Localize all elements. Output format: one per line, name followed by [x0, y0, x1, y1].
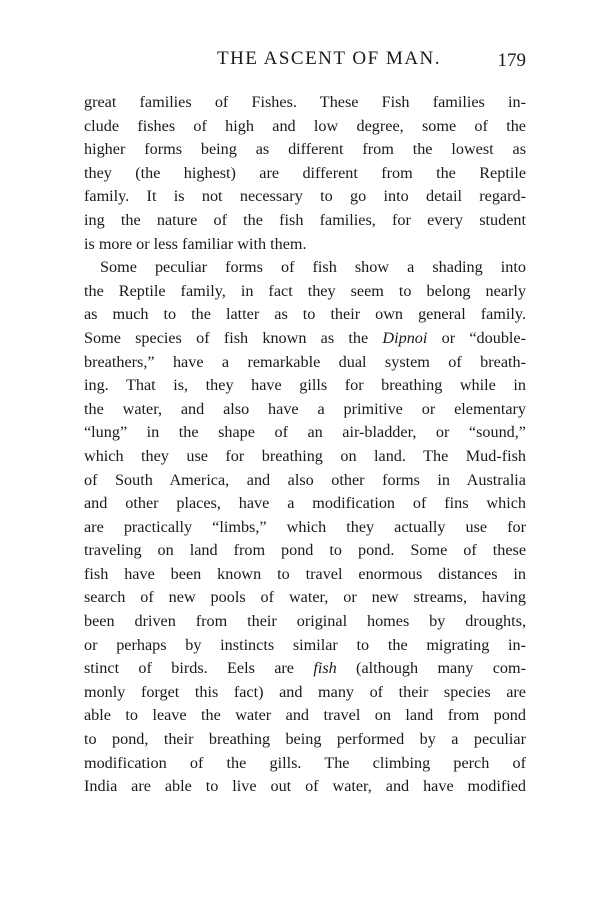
- text-segment: Some species of fish known as the: [84, 328, 383, 347]
- text-line: the water, and also have a primitive or elementary: [84, 399, 526, 418]
- text-line: able to leave the water and travel on land from pond: [84, 706, 526, 725]
- paragraph-2: [84, 256, 526, 799]
- text-line: ing the nature of the fish families, for every student: [84, 210, 526, 229]
- text-line: family. It is not necessary to go into detail regard-: [84, 187, 526, 206]
- text-line: [84, 657, 526, 681]
- text-line: India are able to live out of water, and have modified: [84, 777, 526, 796]
- text-line: they (the highest) are different from the Reptile: [84, 163, 526, 182]
- text-line: or perhaps by instincts similar to the migrating in-: [84, 635, 526, 654]
- text-line: monly forget this fact) and many of their species are: [84, 682, 526, 701]
- text-line: [84, 327, 526, 351]
- text-segment: (although many com-: [336, 659, 527, 678]
- text-line: is more or less familiar with them.: [84, 234, 307, 253]
- italic-term: fish: [313, 659, 337, 678]
- text-line: traveling on land from pond to pond. Some of these: [84, 541, 526, 560]
- text-segment: stinct of birds. Eels are: [84, 659, 314, 678]
- text-line: breathers,” have a remarkable dual system of breath-: [84, 352, 526, 371]
- text-line: the Reptile family, in fact they seem to belong nearly: [84, 281, 526, 300]
- italic-term: Dipnoi: [382, 328, 428, 347]
- text-line: to pond, their breathing being performed by a peculiar: [84, 730, 526, 749]
- body-text: [84, 91, 526, 799]
- page-number: 179: [497, 50, 526, 71]
- text-line: Some peculiar forms of fish show a shading into: [100, 258, 526, 277]
- text-line: which they use for breathing on land. The Mud-fish: [84, 446, 526, 465]
- text-line: higher forms being as different from the lowest as: [84, 140, 526, 159]
- running-head: [86, 48, 526, 72]
- text-segment: or “double-: [427, 328, 526, 347]
- text-line: and other places, have a modification of fins which: [84, 494, 526, 513]
- text-line: ing. That is, they have gills for breathing while in: [84, 376, 526, 395]
- text-line: clude fishes of high and low degree, some of the: [84, 116, 526, 135]
- text-line: search of new pools of water, or new streams, having: [84, 588, 526, 607]
- text-line: are practically “limbs,” which they actually use for: [84, 517, 526, 536]
- text-line: of South America, and also other forms in Australia: [84, 470, 526, 489]
- text-line: as much to the latter as to their own general family.: [84, 305, 526, 324]
- paragraph-1: [84, 91, 526, 256]
- text-line: great families of Fishes. These Fish families in-: [84, 93, 526, 111]
- text-line: been driven from their original homes by droughts,: [84, 612, 526, 631]
- text-line: modification of the gills. The climbing perch of: [84, 753, 526, 772]
- running-title: THE ASCENT OF MAN.: [216, 48, 442, 69]
- text-line: “lung” in the shape of an air-bladder, or “sound,”: [84, 423, 526, 442]
- text-line: fish have been known to travel enormous distances in: [84, 564, 526, 583]
